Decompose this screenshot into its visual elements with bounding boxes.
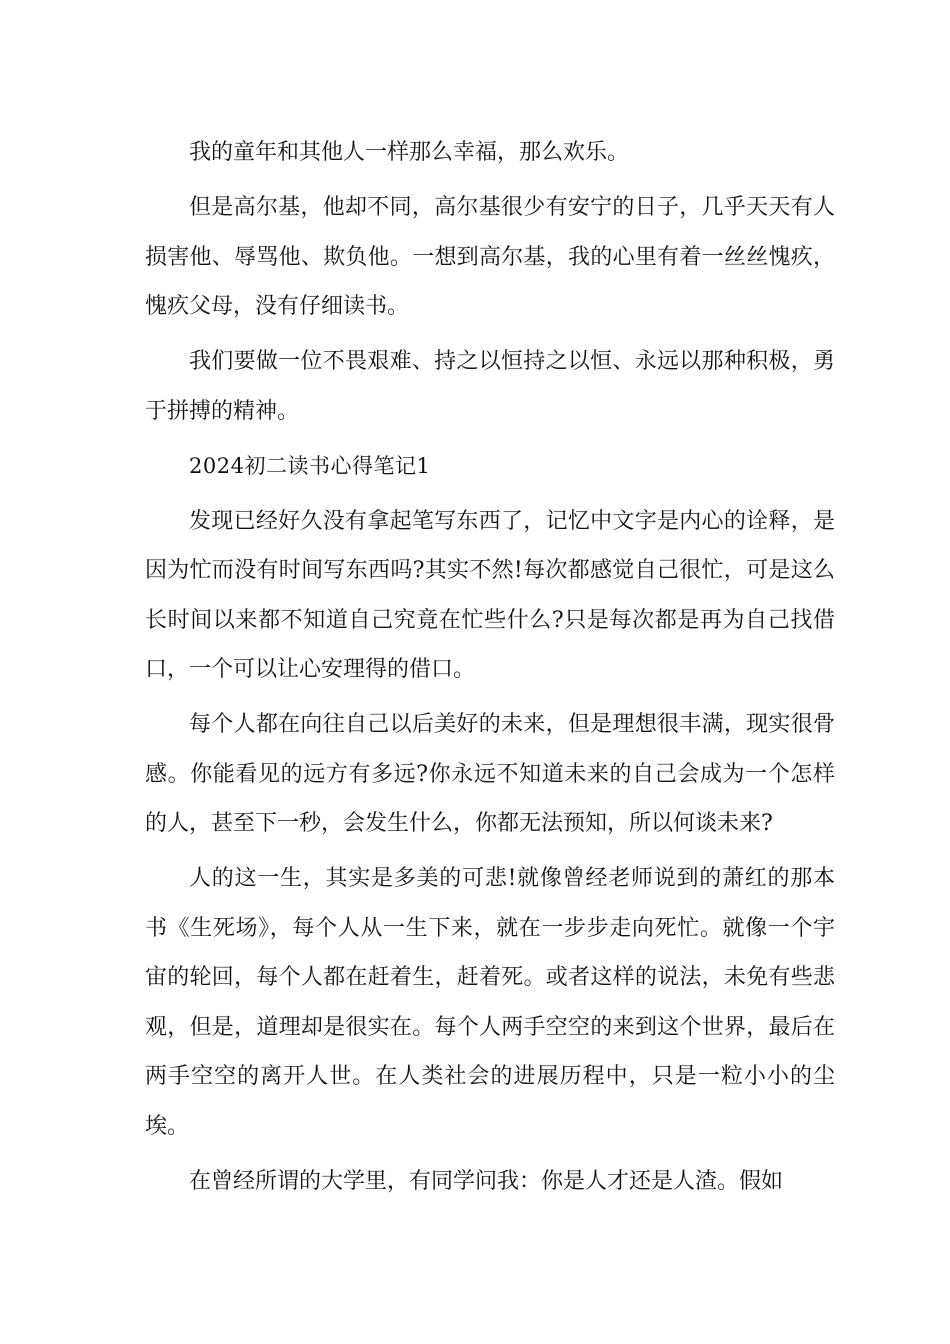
paragraph-university: 在曾经所谓的大学里，有同学问我：你是人才还是人渣。假如: [189, 1168, 784, 1194]
paragraph-life: 人的这一生，其实是多美的可悲!就像曾经老师说到的萧红的那本书《生死场》，每个人从一生下来，就在一步步走向死忙。就像一个宇宙的轮回，每个人都在赶着生，赶着死。或者这样的说法，未免有些悲观，但是，道理却是很实在。每个人两手空空的来到这个世界，最后在两手空空的离开人世。在人类社会的进展历程中，只是一粒小小的尘埃。: [145, 866, 835, 1139]
document-body: [145, 128, 835, 1212]
paragraph-gorky: 但是高尔基，他却不同，高尔基很少有安宁的日子，几乎天天有人损害他、辱骂他、欺负他。一想到高尔基，我的心里有着一丝丝愧疚，愧疚父母，没有仔细读书。: [145, 195, 835, 319]
paragraph-spirit: 我们要做一位不畏艰难、持之以恒持之以恒、永远以那种积极，勇于拼搏的精神。: [145, 349, 835, 424]
paragraph-writing: 发现已经好久没有拿起笔写东西了，记忆中文字是内心的诠释，是因为忙而没有时间写东西吗?其实不然!每次都感觉自己很忙，可是这么长时间以来都不知道自己究竟在忙些什么?只是每次都是再为自己找借口，一个可以让心安理得的借口。: [145, 508, 835, 682]
paragraph-childhood: 我的童年和其他人一样那么幸福，那么欢乐。: [189, 140, 630, 165]
section-heading: 2024初二读书心得笔记1: [189, 453, 431, 478]
paragraph-future: 每个人都在向往自己以后美好的未来，但是理想很丰满，现实很骨感。你能看见的远方有多远?你永远不知道未来的自己会成为一个怎样的人，甚至下一秒，会发生什么，你都无法预知，所以何谈未来?: [145, 712, 835, 836]
